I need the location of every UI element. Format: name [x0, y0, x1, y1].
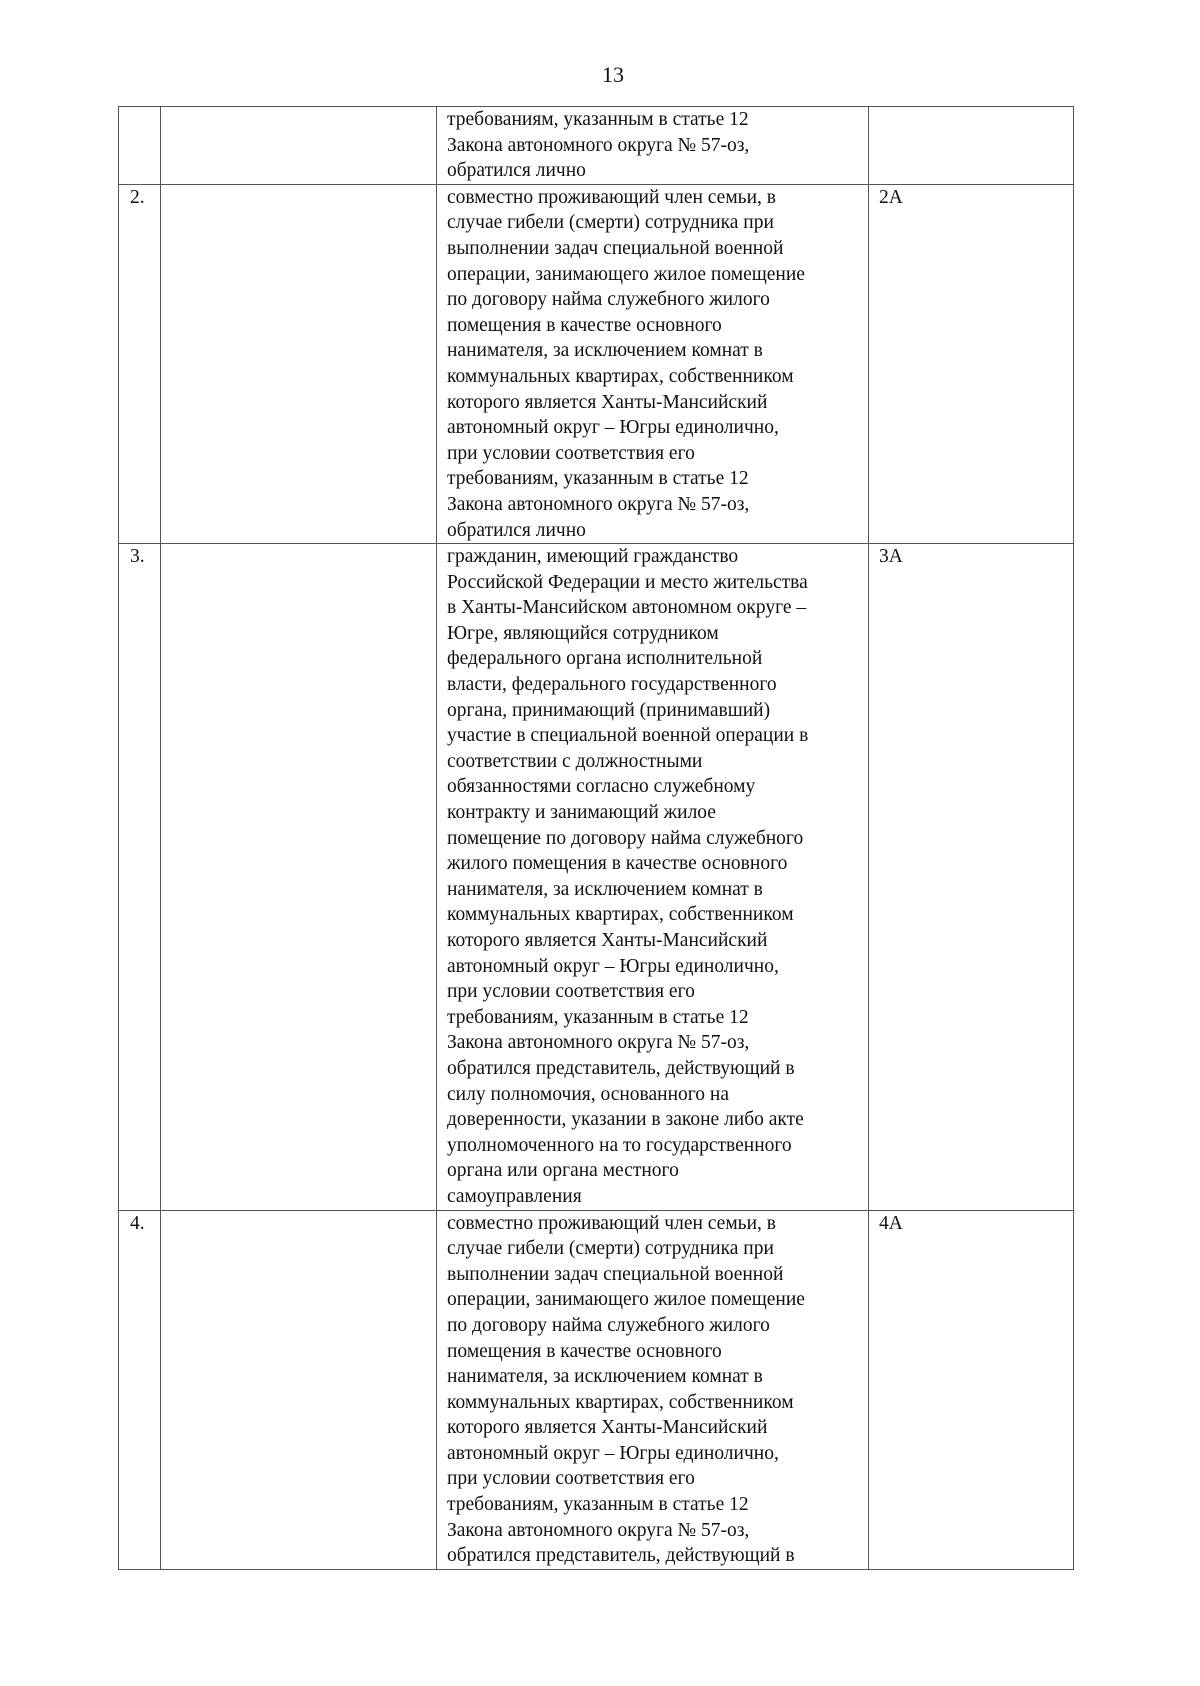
code-cell	[869, 544, 1074, 1210]
description-line: самоуправления	[447, 1185, 582, 1207]
description-line: при условии соответствия его	[447, 442, 695, 464]
table-body	[119, 107, 1074, 1570]
description-line: Югре, являющийся сотрудником	[447, 622, 719, 644]
description-line: выполнении задач специальной военной	[447, 237, 784, 259]
category-code: 2А	[879, 186, 903, 208]
code-cell	[869, 1210, 1074, 1569]
description-line: требованиям, указанным в статье 12	[447, 109, 749, 130]
description-line: нанимателя, за исключением комнат в	[447, 340, 763, 362]
description-text	[437, 1211, 868, 1569]
description-cell	[437, 544, 869, 1210]
description-line: Российской Федерации и место жительства	[447, 571, 808, 593]
description-line: власти, федерального государственного	[447, 674, 777, 696]
description-line: обратился представитель, действующий в	[447, 1545, 795, 1567]
description-cell	[437, 107, 869, 185]
description-line: Закона автономного округа № 57-оз,	[447, 134, 750, 156]
description-line: нанимателя, за исключением комнат в	[447, 878, 763, 900]
description-line: нанимателя, за исключением комнат в	[447, 1366, 763, 1388]
description-line: Закона автономного округа № 57-оз,	[447, 1519, 750, 1541]
description-line: которого является Ханты-Мансийский	[447, 391, 768, 413]
category-code: 3А	[879, 546, 903, 568]
description-line: случае гибели (смерти) сотрудника при	[447, 212, 774, 234]
page-number: 13	[602, 62, 624, 87]
description-line: автономный округ – Югры единолично,	[447, 417, 779, 439]
description-line: участие в специальной военной операции в	[447, 725, 809, 747]
empty-cell	[161, 544, 437, 1210]
table-row	[119, 184, 1074, 543]
description-line: выполнении задач специальной военной	[447, 1263, 784, 1285]
description-line: обратился лично	[447, 519, 586, 541]
table-row	[119, 107, 1074, 185]
description-line: которого является Ханты-Мансийский	[447, 1417, 768, 1439]
description-cell	[437, 184, 869, 543]
description-line: помещение по договору найма служебного	[447, 827, 804, 849]
description-line: коммунальных квартирах, собственником	[447, 365, 794, 387]
description-line: по договору найма служебного жилого	[447, 1314, 770, 1336]
table-row	[119, 544, 1074, 1210]
description-line: в Ханты-Мансийском автономном округе –	[447, 597, 807, 619]
description-line: гражданин, имеющий гражданство	[447, 546, 739, 568]
empty-cell	[161, 1210, 437, 1569]
description-line: помещения в качестве основного	[447, 1340, 722, 1362]
description-line: федерального органа исполнительной	[447, 648, 763, 670]
description-cell	[437, 1210, 869, 1569]
description-line: автономный округ – Югры единолично,	[447, 1442, 779, 1464]
description-line: требованиям, указанным в статье 12	[447, 1494, 749, 1516]
row-number: 2.	[130, 186, 145, 208]
description-line: Закона автономного округа № 57-оз,	[447, 1032, 750, 1054]
document-table	[118, 106, 1074, 1570]
description-line: автономный округ – Югры единолично,	[447, 955, 779, 977]
description-line: органа, принимающий (принимавший)	[447, 699, 771, 721]
row-number-cell	[119, 544, 161, 1210]
description-line: силу полномочия, основанного на	[447, 1083, 729, 1105]
description-line: совместно проживающий член семьи, в	[447, 1212, 776, 1234]
description-text	[437, 185, 868, 543]
row-number: 4.	[130, 1212, 145, 1234]
row-number-cell	[119, 107, 161, 185]
row-number: 3.	[130, 546, 145, 568]
description-line: жилого помещения в качестве основного	[447, 853, 788, 875]
description-line: при условии соответствия его	[447, 981, 695, 1003]
empty-cell	[161, 107, 437, 185]
row-number-cell	[119, 184, 161, 543]
description-line: обратился лично	[447, 160, 586, 182]
description-line: операции, занимающего жилое помещение	[447, 263, 805, 285]
description-line: совместно проживающий член семьи, в	[447, 186, 776, 208]
description-line: контракту и занимающий жилое	[447, 802, 716, 824]
description-line: помещения в качестве основного	[447, 314, 722, 336]
description-line: случае гибели (смерти) сотрудника при	[447, 1238, 774, 1260]
description-line: коммунальных квартирах, собственником	[447, 904, 794, 926]
description-text	[437, 544, 868, 1209]
description-line: доверенности, указании в законе либо акте	[447, 1109, 804, 1131]
description-line: которого является Ханты-Мансийский	[447, 930, 768, 951]
description-line: обратился представитель, действующий в	[447, 1057, 795, 1079]
code-cell	[869, 107, 1074, 185]
description-text	[437, 107, 868, 184]
table-row	[119, 1210, 1074, 1569]
description-line: коммунальных квартирах, собственником	[447, 1391, 794, 1413]
description-line: обязанностями согласно служебному	[447, 776, 756, 798]
description-line: Закона автономного округа № 57-оз,	[447, 493, 750, 515]
empty-cell	[161, 184, 437, 543]
code-cell	[869, 184, 1074, 543]
row-number-cell	[119, 1210, 161, 1569]
description-line: соответствии с должностными	[447, 750, 703, 772]
description-line: органа или органа местного	[447, 1160, 679, 1182]
description-line: уполномоченного на то государственного	[447, 1134, 792, 1156]
description-line: операции, занимающего жилое помещение	[447, 1289, 805, 1311]
category-code: 4А	[879, 1212, 903, 1234]
description-line: требованиям, указанным в статье 12	[447, 1006, 749, 1028]
description-line: по договору найма служебного жилого	[447, 289, 770, 311]
description-line: требованиям, указанным в статье 12	[447, 468, 749, 490]
description-line: при условии соответствия его	[447, 1468, 695, 1490]
